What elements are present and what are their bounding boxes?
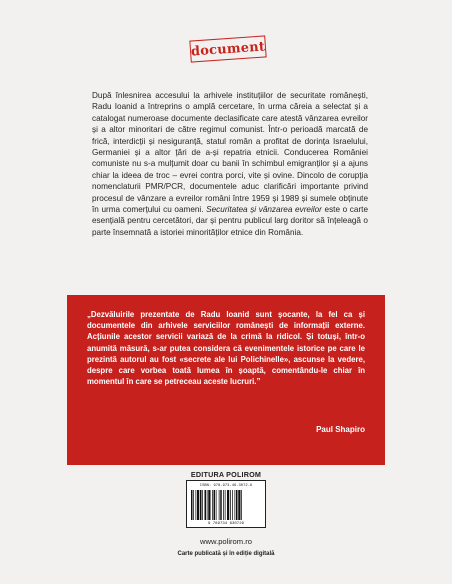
barcode-bar [220, 490, 222, 520]
barcode-bar [212, 490, 213, 520]
barcode-bar [214, 490, 216, 520]
barcode-bar [227, 490, 229, 520]
quote-author: Paul Shapiro [316, 425, 365, 434]
barcode-bar [235, 490, 236, 520]
barcode-bar [232, 490, 233, 520]
barcode-bar [197, 490, 199, 520]
barcode-bar [225, 490, 226, 520]
barcode-bar [191, 490, 193, 520]
quote-text: „Dezvăluirile prezentate de Radu Ioanid sunt șocante, la fel ca și documentele din arhivele serviciilor românești de informații externe. Acțiunile acestor servicii variază de la crimă la ridicol. Și totuși, într-o anumită măsură, s-ar putea considera că evenimentele istorice pe care le prezintă autorul au fost «secrete ale lui Polichinelle», ascunse la vedere, despre care vorbea toată lumea în șoaptă, comentându-le chiar în momentul în care se petreceau aceste lucruri.” [87, 310, 365, 387]
barcode-number: 9 789734 630729 [207, 522, 244, 526]
barcode-bar [241, 490, 242, 520]
barcode-bar [219, 490, 220, 520]
barcode-bar [223, 490, 224, 520]
barcode-bar [193, 490, 194, 520]
description-part-2: este o carte esențială pentru cercetători, dar și pentru publicul larg doritor să înțeleagă o parte însemnată a istoriei minorităților etnice din România. [92, 205, 368, 237]
barcode-bar [236, 490, 238, 520]
barcode-bar [202, 490, 203, 520]
barcode-bar [216, 490, 217, 520]
publisher-website[interactable]: www.polirom.ro [200, 537, 252, 546]
barcode-bar [238, 490, 240, 520]
publisher-name: EDITURA POLIROM [190, 470, 262, 479]
barcode-bar [208, 490, 210, 520]
digital-edition-note: Carte publicată și în ediție digitală [177, 551, 275, 557]
barcode-bar [207, 490, 208, 520]
barcode-bar [205, 490, 207, 520]
barcode-bar [196, 490, 197, 520]
book-title-italic: Securitatea și vânzarea evreilor [206, 205, 322, 215]
barcode [186, 480, 266, 528]
barcode-bar [230, 490, 231, 520]
quote-box [67, 295, 385, 465]
document-logo [189, 35, 266, 62]
barcode-bars [191, 490, 263, 520]
book-description [92, 90, 368, 238]
barcode-bar [200, 490, 202, 520]
isbn-text: ISBN: 978-973-46-3072-9 [199, 484, 253, 488]
description-part-1: După înlesnirea accesului la arhivele instituțiilor de securitate românești, Radu Ioanid a întreprins o amplă cercetare, în urma căreia a selectat și a catalogat numeroase documente declasificate care atestă vânzarea evreilor și a altor minoritari de către regimul comunist. Într-o perioadă marcată de frică, interdicții și nesiguranță, statul român a profitat de dorința Israelului, Germaniei și a altor țări de a-și repatria etnicii. Conducerea României comuniste nu s-a mulțumit doar cu banii în schimbul emigranților și a ajuns chiar la ideea de troc – evrei contra porci, vite și ovine. Dincolo de corupția nomenclaturii PMR/PCR, documentele aduc clarificări importante privind procesul de vânzare a evreilor români între 1959 și 1989 și sumele obținute în urma comerțului cu oameni. [92, 91, 368, 215]
logo-text: document [190, 38, 266, 60]
